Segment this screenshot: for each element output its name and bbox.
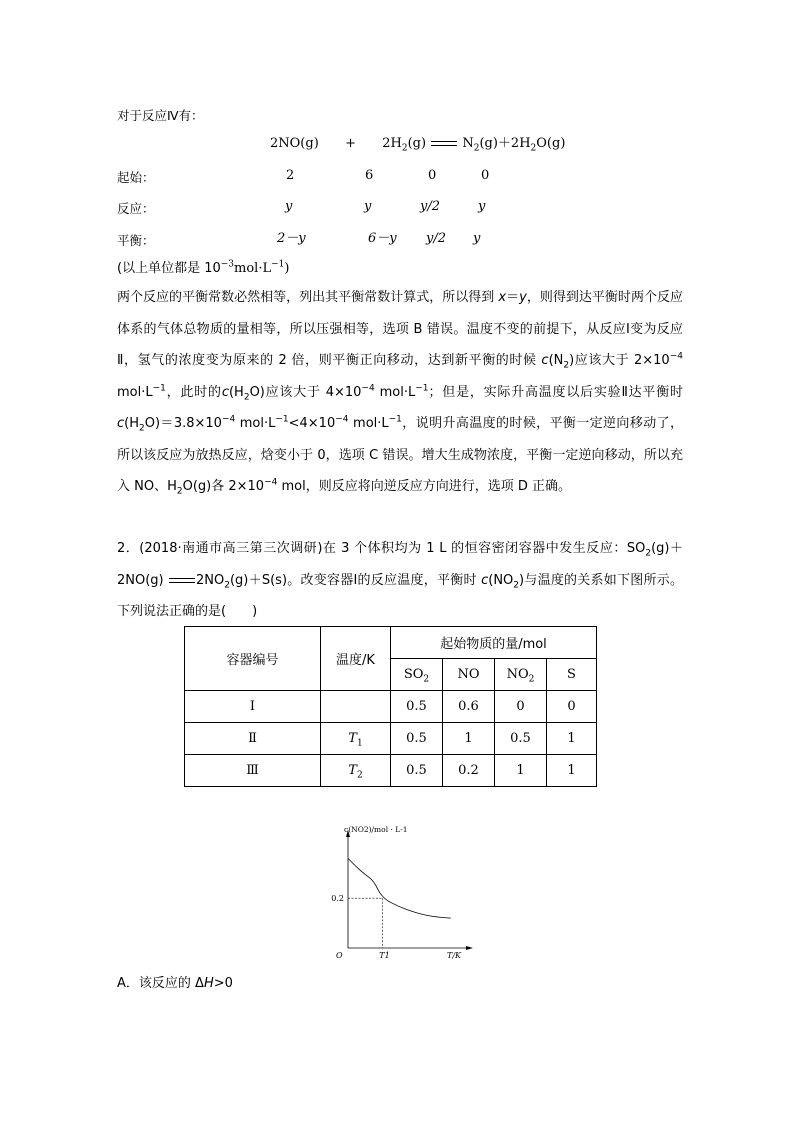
subheader-no: NO [443, 659, 495, 691]
cell-temp [321, 691, 391, 723]
equilibrium-arrow-icon [169, 576, 195, 585]
ice-value: y/2 [420, 199, 440, 214]
table-row [185, 723, 597, 755]
reactant-no: 2NO(g) [270, 136, 319, 151]
ice-value: y [473, 231, 481, 246]
cell-value: 0.5 [495, 723, 547, 755]
concentration-temperature-chart [316, 820, 476, 960]
ice-value: y [478, 199, 486, 214]
reactant-h2: $2H_2(g)$ [382, 136, 427, 154]
intro-text: 对于反应Ⅳ有： [117, 108, 204, 123]
cell-value: 0.6 [443, 691, 495, 723]
equilibrium-arrow-icon [431, 139, 457, 148]
cell-id: Ⅲ [185, 755, 321, 787]
ice-label: 起始： [117, 170, 155, 185]
ice-value: 2 [286, 168, 295, 183]
ice-label: 反应： [117, 201, 155, 216]
header-container: 容器编号 [185, 627, 321, 691]
container-table [184, 626, 597, 787]
ice-label: 平衡： [117, 233, 155, 248]
ice-value: y/2 [426, 231, 446, 246]
table-row [185, 755, 597, 787]
plus-sign: + [345, 136, 356, 151]
cell-value: 1 [495, 755, 547, 787]
cell-value: 0.2 [443, 755, 495, 787]
subheader-no2: $NO_2$ [495, 659, 547, 691]
ice-value: 0 [428, 168, 437, 183]
cell-value: 1 [547, 723, 597, 755]
header-temperature: 温度/K [321, 627, 391, 691]
cell-value: 0.5 [391, 723, 443, 755]
unit-note: (以上单位都是 $10^{-3}mol\cdot L^{-1}$) [117, 259, 290, 276]
explanation-paragraph: 两个反应的平衡常数必然相等，列出其平衡常数计算式，所以得到 x＝y，则得到达平衡时两个反应体系的气体总物质的量相等，所以压强相等，选项 B 错误。温度不变的前提下，从反应Ⅰ变为反应Ⅱ，氢气的浓度变为原来的 2 倍，则平衡正向移动，达到新平衡的时候 $c(N_2)$应该大于 $2\times 10^{-4}$ $mol\cdot L^{-1}$，此时的$c(H_2O)$应该大于 $4\times 10^{-4}$ $mol\cdot L^{-1}$；但是，实际升高温度以后实验Ⅱ达平衡时 $c(H_2O)=3.8\times 10^{-4}$ $mol\cdot L^{-1}<4\times 10^{-4}$ $mol\cdot L^{-1}$，说明升高温度的时候，平衡一定逆向移动了，所以该反应为放热反应，焓变小于 0，选项 C 错误。增大生成物浓度，平衡一定逆向移动，所以充入 NO、$H_2O(g)$各 $2\times 10^{-4}$ mol，则反应将向逆反应方向进行，选项 D 正确。 [117, 290, 683, 497]
question-2: 2．(2018·南通市高三第三次调研)在 3 个体积均为 1 L 的恒容密闭容器中发生反应：$SO_2(g)+2NO(g)$ $2NO_2(g)+S(s)$。改变容器Ⅰ的反应温度，平衡时 $c(NO_2)$与温度的关系如下图所示。下列说法正确的是( ) [117, 541, 683, 619]
header-initial-amount: 起始物质的量/mol [391, 627, 597, 659]
series-curve [348, 858, 451, 918]
subheader-s: S [547, 659, 597, 691]
cell-temp: $T_1$ [321, 723, 391, 755]
cell-temp: $T_2$ [321, 755, 391, 787]
cell-value: 0 [495, 691, 547, 723]
ice-value: 0 [481, 168, 490, 183]
cell-id: Ⅱ [185, 723, 321, 755]
ice-value: y [364, 199, 372, 214]
ice-value: y [285, 199, 293, 214]
table-row [185, 691, 597, 723]
x-tick-label: T1 [379, 951, 390, 960]
ice-value: 6－y [368, 231, 397, 246]
reaction-equation [270, 136, 565, 152]
ice-value: 6 [365, 168, 374, 183]
y-axis-label: c(NO2)/mol · L-1 [344, 825, 408, 834]
cell-value: 0.5 [391, 755, 443, 787]
cell-value: 1 [547, 755, 597, 787]
origin-label: O [336, 951, 343, 960]
cell-value: 1 [443, 723, 495, 755]
option-a: A．该反应的 ΔH>0 [117, 976, 233, 991]
x-axis-label: T/K [447, 951, 462, 960]
subheader-so2: $SO_2$ [391, 659, 443, 691]
ice-value: 2－y [277, 231, 306, 246]
cell-value: 0 [547, 691, 597, 723]
x-axis-arrow-icon [466, 946, 473, 950]
cell-value: 0.5 [391, 691, 443, 723]
y-tick-label: 0.2 [331, 894, 344, 904]
products: $N_2(g)+2H_2O(g)$ [462, 136, 566, 154]
cell-id: Ⅰ [185, 691, 321, 723]
